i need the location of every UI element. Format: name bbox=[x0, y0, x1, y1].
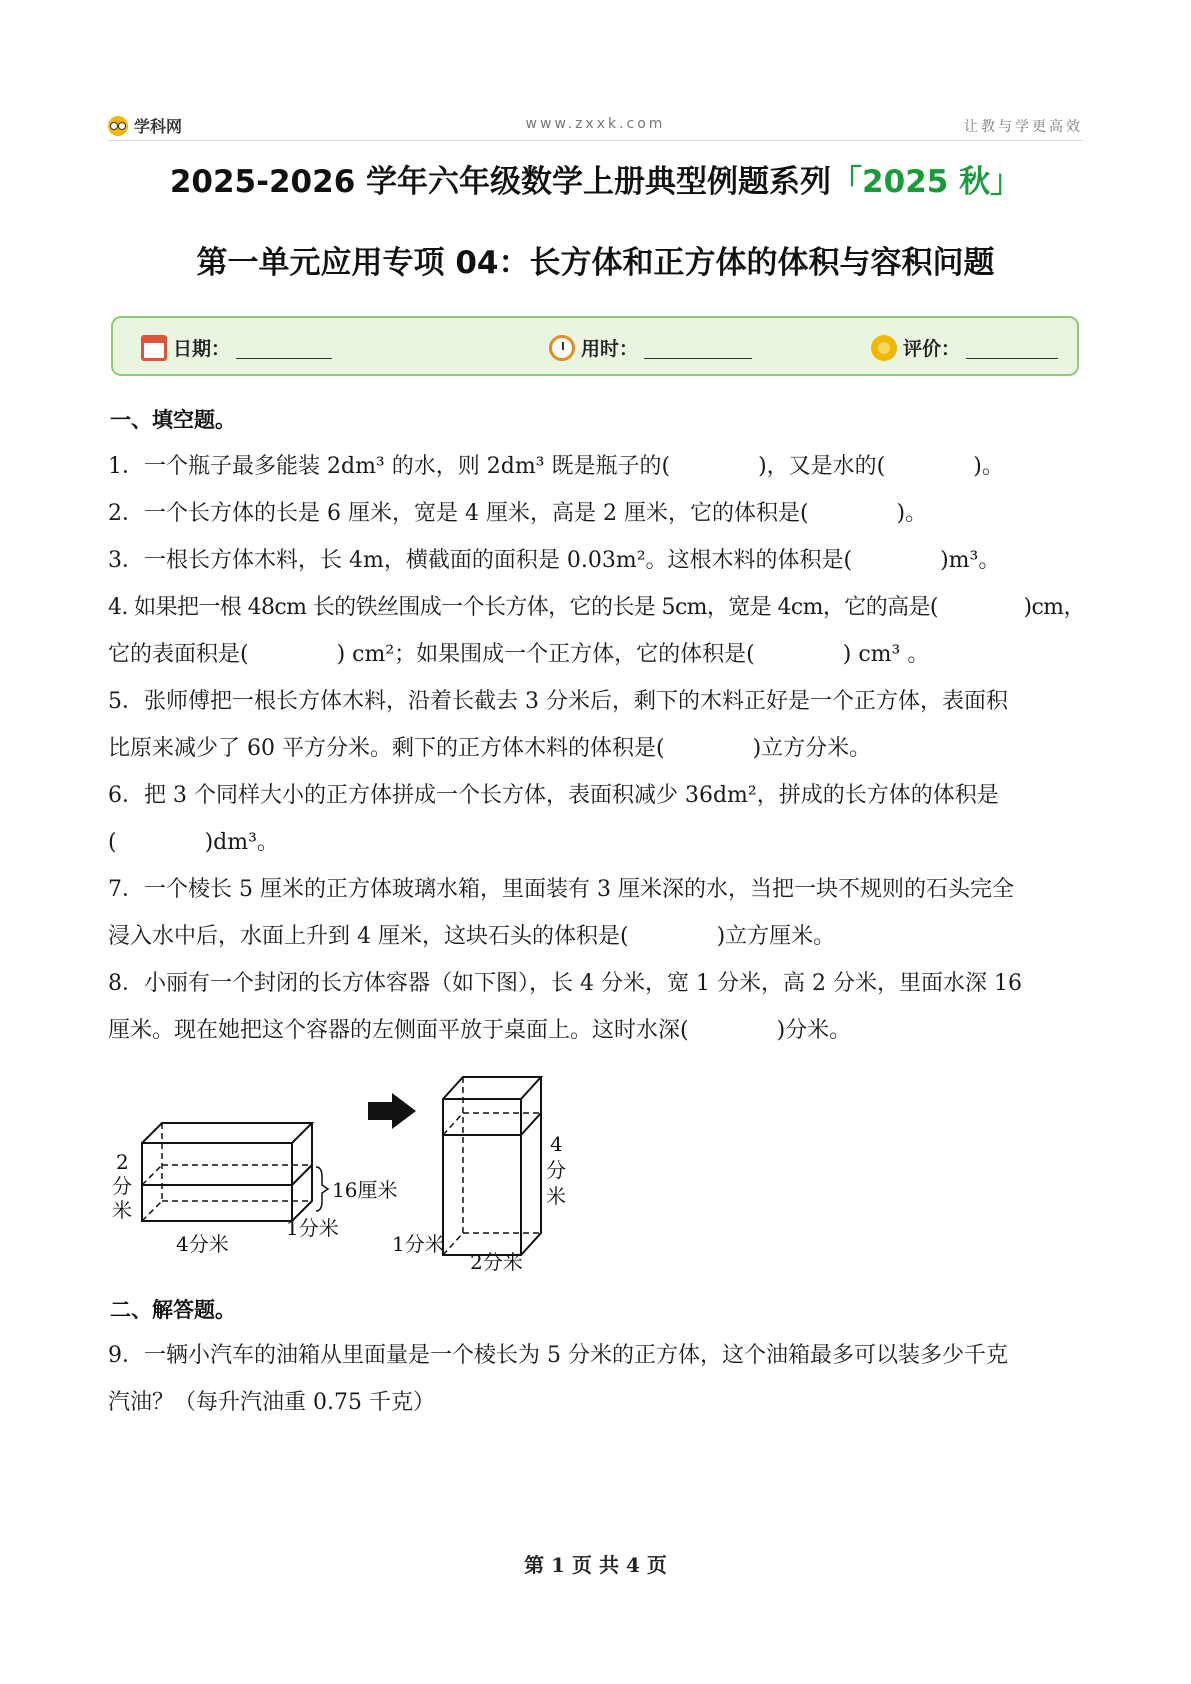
title-main: 2025-2026 学年六年级数学上册典型例题系列 bbox=[169, 164, 832, 200]
question-7-line-1: 7．一个棱长 5 厘米的正方体玻璃水箱，里面装有 3 厘米深的水，当把一块不规则的石头完全 bbox=[108, 877, 1014, 902]
right-box bbox=[443, 1077, 541, 1255]
slogan: 让教与学更高效 bbox=[964, 119, 1083, 135]
question-5-line-2: 比原来减少了 60 平方分米。剩下的正方体木料的体积是( )立方分米。 bbox=[108, 736, 872, 761]
right-length-label: 2分米 bbox=[470, 1250, 523, 1274]
question-4-line-1: 4. 如果把一根 48cm 长的铁丝围成一个长方体，它的长是 5cm，宽是 4cm，它的高是( )cm， bbox=[108, 595, 1085, 620]
right-height-1: 4 bbox=[550, 1132, 563, 1156]
right-box-hidden-edges bbox=[443, 1077, 541, 1255]
question-3: 3．一根长方体木料，长 4m，横截面的面积是 0.03m²。这根木料的体积是( )m³。 bbox=[108, 548, 1001, 573]
question-6-line-1: 6．把 3 个同样大小的正方体拼成一个长方体，表面积减少 36dm²，拼成的长方体的体积是 bbox=[108, 783, 999, 808]
eval-blank bbox=[966, 336, 1058, 359]
eval-label: 评价： bbox=[903, 338, 961, 360]
arrow-right-icon bbox=[368, 1093, 416, 1129]
question-1: 1．一个瓶子最多能装 2dm³ 的水，则 2dm³ 既是瓶子的( )，又是水的( )。 bbox=[108, 454, 1004, 479]
page-number: 第 1 页 共 4 页 bbox=[524, 1553, 667, 1577]
time-blank bbox=[644, 336, 752, 359]
left-length-label: 4分米 bbox=[176, 1232, 229, 1256]
left-height-2: 分 bbox=[112, 1174, 132, 1198]
medal-icon bbox=[871, 335, 897, 361]
date-blank bbox=[236, 336, 332, 359]
date-field bbox=[141, 334, 332, 361]
left-height-1: 2 bbox=[116, 1150, 129, 1174]
right-height-3: 米 bbox=[546, 1184, 566, 1208]
right-height-2: 分 bbox=[546, 1158, 566, 1182]
right-width-label: 1分米 bbox=[392, 1232, 445, 1256]
info-bar bbox=[111, 316, 1079, 376]
site-url: www.zxxk.com bbox=[525, 116, 666, 132]
time-field bbox=[549, 334, 752, 361]
container-figure bbox=[100, 1065, 580, 1275]
left-width-label: 1分米 bbox=[286, 1216, 339, 1240]
calendar-icon bbox=[141, 335, 167, 361]
clock-icon bbox=[549, 335, 575, 361]
question-9-line-2: 汽油？（每升汽油重 0.75 千克） bbox=[108, 1390, 435, 1415]
title-line-1 bbox=[0, 156, 1191, 201]
question-8-line-2: 厘米。现在她把这个容器的左侧面平放于桌面上。这时水深( )分米。 bbox=[108, 1018, 852, 1043]
left-height-3: 米 bbox=[112, 1198, 132, 1222]
page-header bbox=[108, 108, 1083, 141]
section-heading-fill-blank: 一、填空题。 bbox=[110, 408, 236, 432]
water-brace bbox=[316, 1167, 328, 1211]
question-2: 2．一个长方体的长是 6 厘米，宽是 4 厘米，高是 2 厘米，它的体积是( )。 bbox=[108, 501, 928, 526]
section-heading-answer: 二、解答题。 bbox=[110, 1298, 236, 1322]
title-tag: 「2025 秋」 bbox=[831, 164, 1022, 200]
title-line-2: 第一单元应用专项 04：长方体和正方体的体积与容积问题 bbox=[196, 245, 995, 281]
left-water-label: 16厘米 bbox=[332, 1178, 398, 1202]
question-5-line-1: 5．张师傅把一根长方体木料，沿着长截去 3 分米后，剩下的木料正好是一个正方体，表面积 bbox=[108, 689, 1008, 714]
left-box bbox=[142, 1123, 312, 1221]
question-4-line-2: 它的表面积是( ) cm²；如果围成一个正方体，它的体积是( ) cm³ 。 bbox=[108, 642, 930, 667]
eval-field bbox=[871, 334, 1058, 361]
left-box-hidden-edges bbox=[142, 1123, 312, 1221]
time-label: 用时： bbox=[581, 338, 639, 360]
question-6-line-2: ( )dm³。 bbox=[108, 830, 279, 855]
logo-text: 学科网 bbox=[134, 117, 183, 136]
question-9-line-1: 9．一辆小汽车的油箱从里面量是一个棱长为 5 分米的正方体，这个油箱最多可以装多少千克 bbox=[108, 1343, 1008, 1368]
question-7-line-2: 浸入水中后，水面上升到 4 厘米，这块石头的体积是( )立方厘米。 bbox=[108, 924, 836, 949]
question-8-line-1: 8．小丽有一个封闭的长方体容器（如下图），长 4 分米，宽 1 分米，高 2 分米，里面水深 16 bbox=[108, 971, 1022, 996]
date-label: 日期： bbox=[173, 338, 231, 360]
